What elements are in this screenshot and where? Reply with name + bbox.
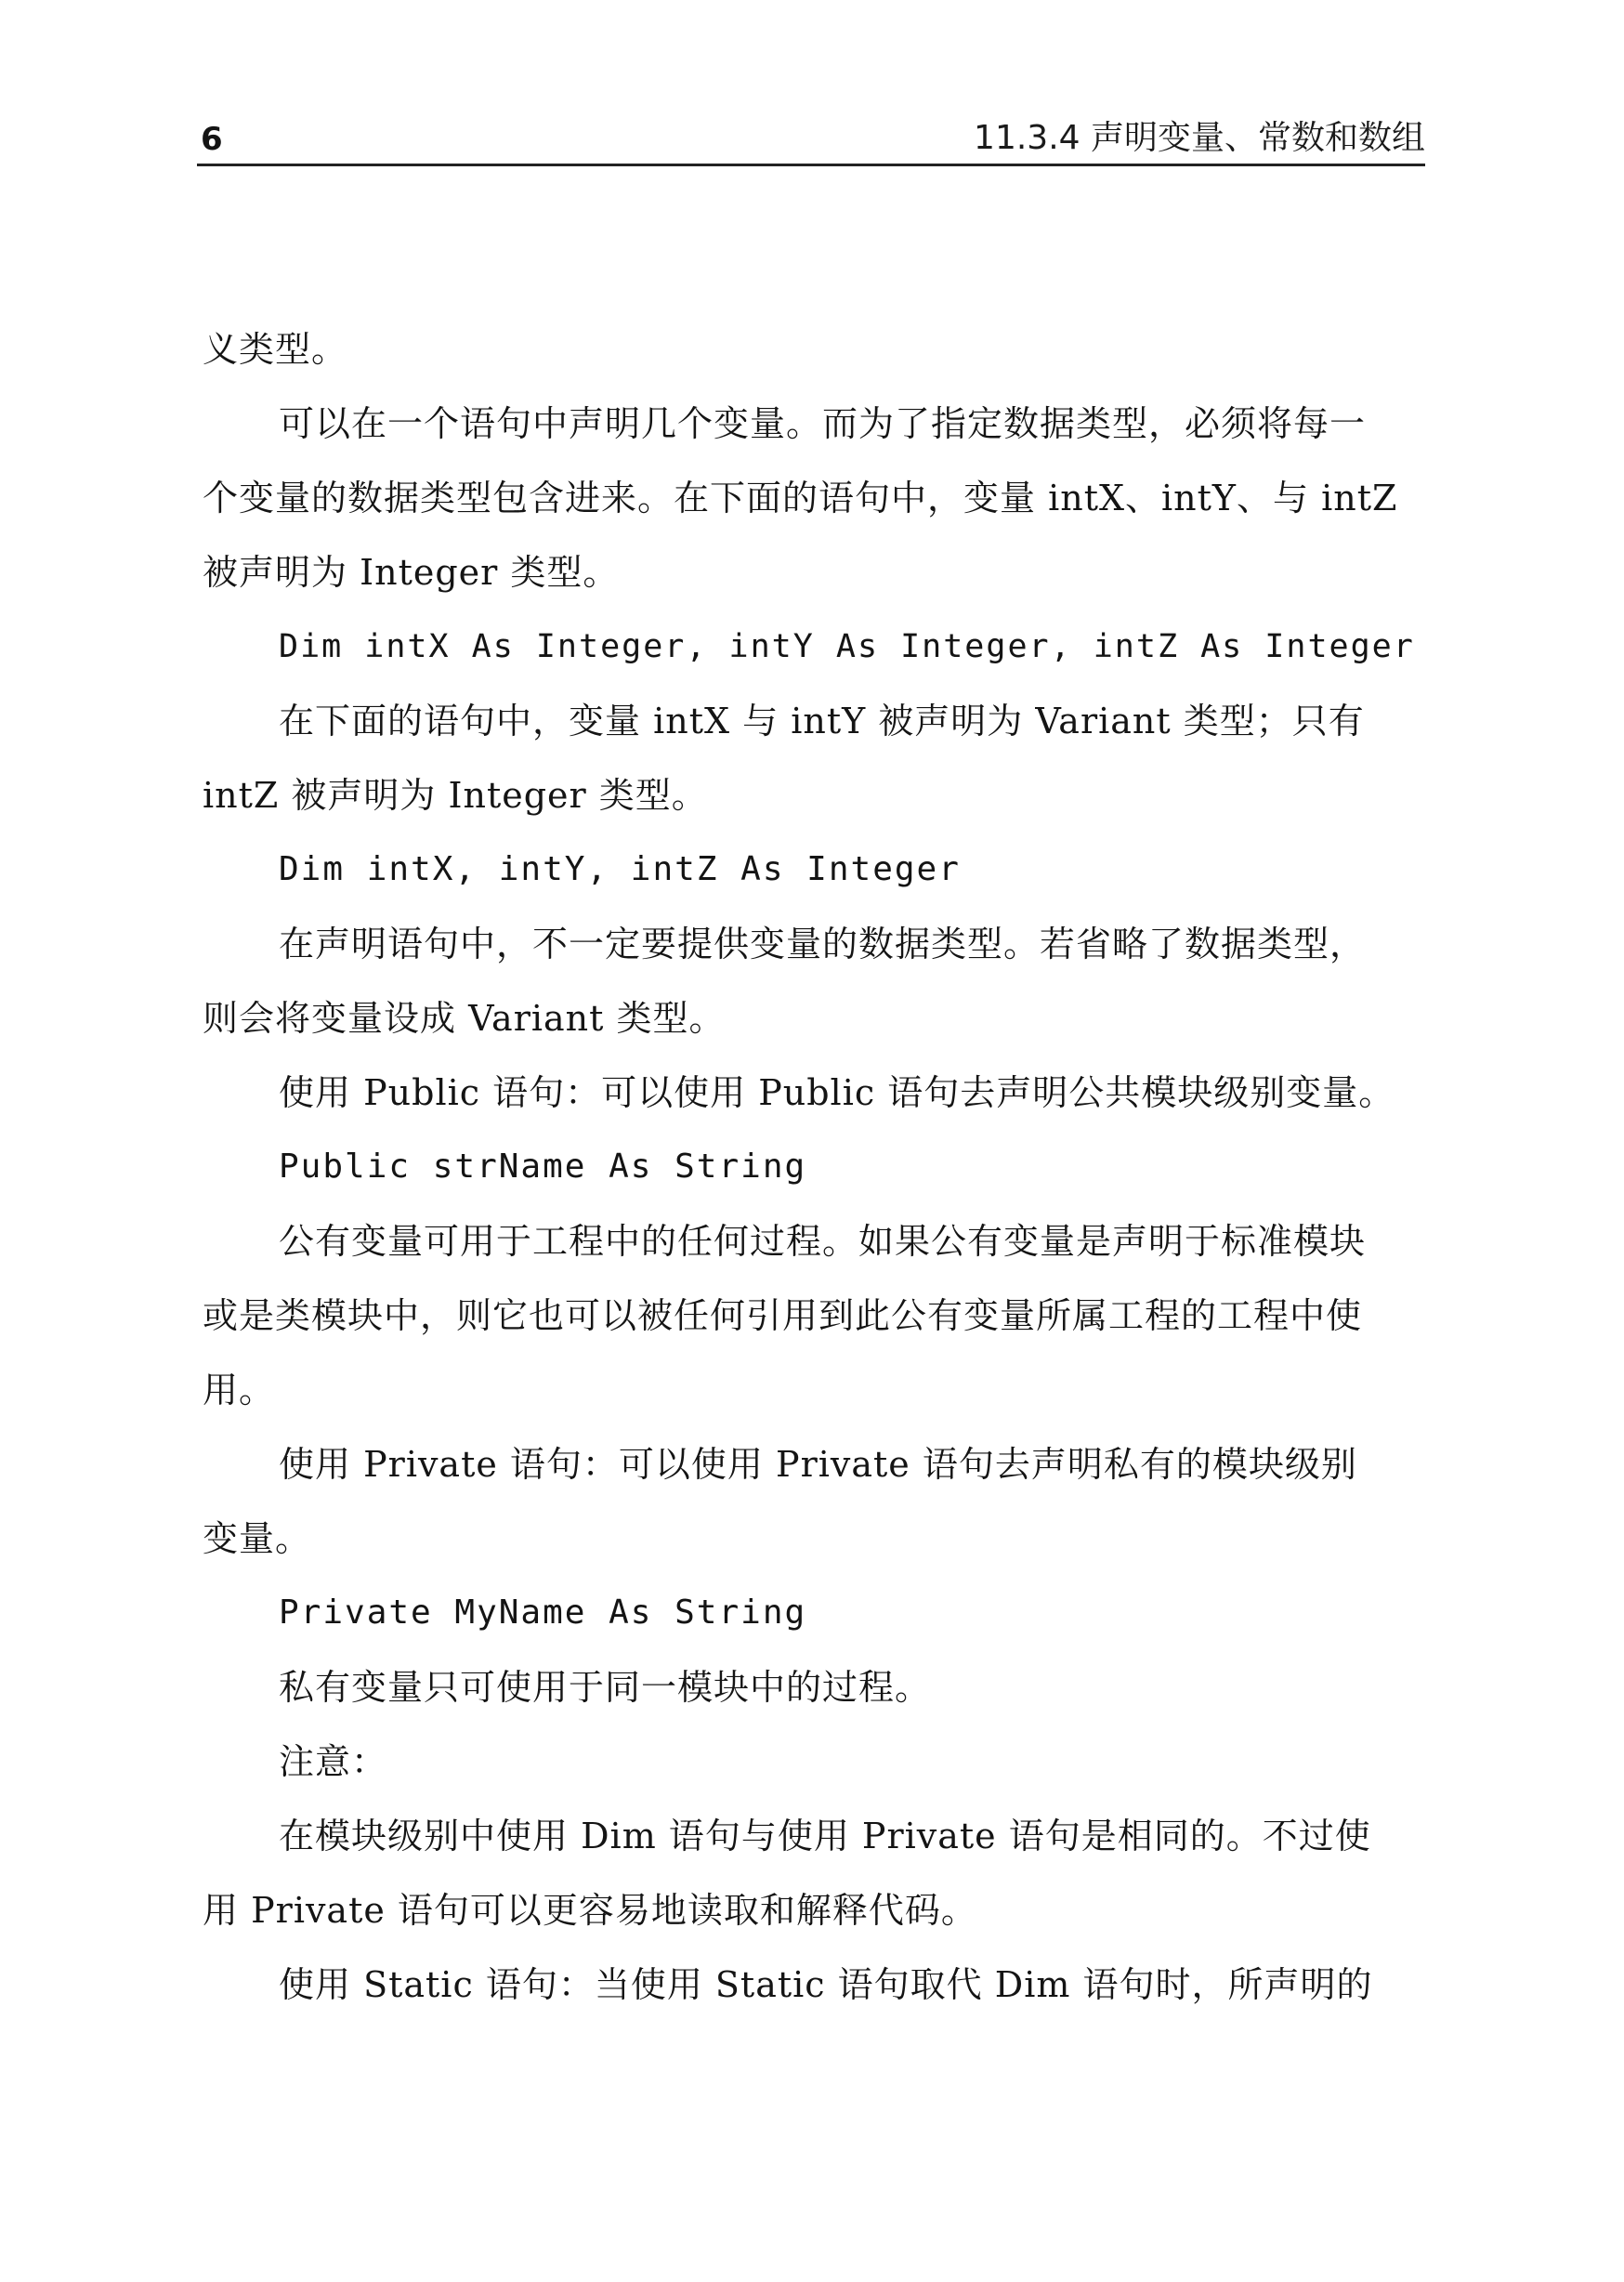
paragraph-line: 在模块级别中使用 Dim 语句与使用 Private 语句是相同的。不过使 — [279, 1816, 1371, 1856]
code-line: Dim intX, intY, intZ As Integer — [279, 850, 961, 888]
paragraph-line: 个变量的数据类型包含进来。在下面的语句中，变量 intX、intY、与 intZ — [203, 478, 1398, 518]
code-line: Dim intX As Integer, intY As Integer, intZ As Integer — [279, 628, 1415, 665]
paragraph-line: 可以在一个语句中声明几个变量。而为了指定数据类型，必须将每一 — [279, 403, 1367, 444]
paragraph-line: 则会将变量设成 Variant 类型。 — [203, 998, 726, 1039]
paragraph-line: intZ 被声明为 Integer 类型。 — [203, 775, 708, 816]
paragraph-line: 用。 — [203, 1370, 276, 1410]
paragraph-line: 或是类模块中，则它也可以被任何引用到此公有变量所属工程的工程中使 — [203, 1295, 1363, 1336]
running-head: 11.3.4 声明变量、常数和数组 — [974, 119, 1425, 157]
note-heading: 注意： — [279, 1741, 388, 1782]
paragraph-line: 在声明语句中，不一定要提供变量的数据类型。若省略了数据类型， — [279, 924, 1367, 964]
paragraph-line: 在下面的语句中，变量 intX 与 intY 被声明为 Variant 类型；只有 — [279, 701, 1365, 741]
paragraph-line: 变量。 — [203, 1518, 312, 1559]
body-text — [203, 312, 1425, 2022]
page-number: 6 — [201, 121, 223, 158]
paragraph-line: 公有变量可用于工程中的任何过程。如果公有变量是声明于标准模块 — [279, 1221, 1367, 1262]
paragraph-line: 被声明为 Integer 类型。 — [203, 552, 620, 593]
paragraph-line: 义类型。 — [203, 329, 348, 370]
paragraph-line: 使用 Public 语句：可以使用 Public 语句去声明公共模块级别变量。 — [279, 1072, 1395, 1113]
page-header — [197, 119, 1425, 162]
paragraph-line: 私有变量只可使用于同一模块中的过程。 — [279, 1667, 932, 1708]
header-rule — [197, 164, 1425, 166]
code-line: Public strName As String — [279, 1148, 807, 1186]
code-line: Private MyName As String — [279, 1593, 807, 1632]
paragraph-line: 用 Private 语句可以更容易地读取和解释代码。 — [203, 1890, 977, 1931]
paragraph-line: 使用 Private 语句：可以使用 Private 语句去声明私有的模块级别 — [279, 1444, 1357, 1485]
paragraph-line: 使用 Static 语句：当使用 Static 语句取代 Dim 语句时，所声明的 — [279, 1964, 1373, 2005]
